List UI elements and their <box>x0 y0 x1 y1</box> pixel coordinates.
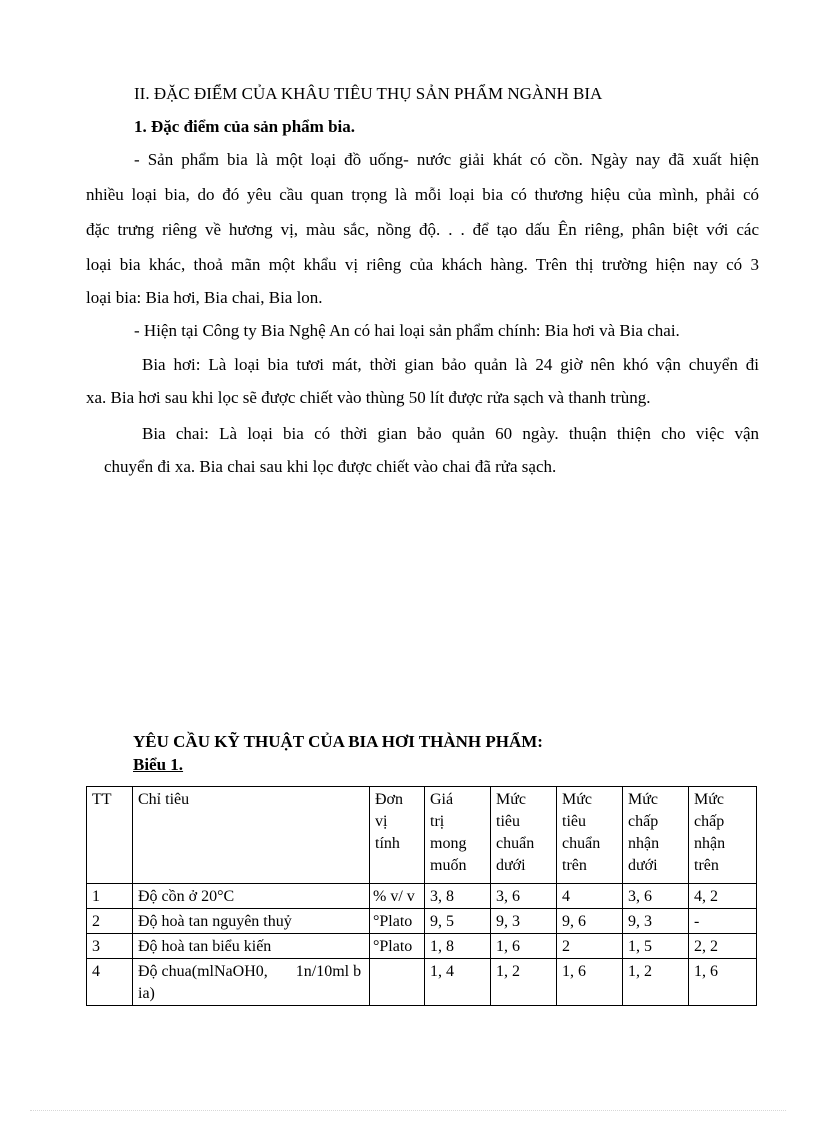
header-cell-chap-nhan-tren: Mức chấp nhận trên <box>689 787 757 884</box>
header-cell-don-vi: Đơn vị tính <box>370 787 425 884</box>
table-cell: 1 <box>87 884 133 909</box>
header-cell-tt: TT <box>87 787 133 884</box>
table-cell: °Plato <box>370 909 425 934</box>
table-cell: 4 <box>87 959 133 1006</box>
table-cell: 3 <box>87 934 133 959</box>
table-cell: 9, 3 <box>491 909 557 934</box>
table-row <box>87 909 757 934</box>
subsection-heading: 1. Đặc điểm của sản phẩm bia. <box>134 117 356 136</box>
table-row <box>87 934 757 959</box>
table-cell: 9, 5 <box>425 909 491 934</box>
table-title: YÊU CẦU KỸ THUẬT CỦA BIA HƠI THÀNH PHẨM: <box>133 732 543 751</box>
table-cell: 1, 2 <box>623 959 689 1006</box>
table-cell: 2 <box>557 934 623 959</box>
paragraph-line: xa. Bia hơi sau khi lọc sẽ được chiết vào thùng 50 lít được rửa sạch và thanh trùng. <box>86 388 651 407</box>
table-cell <box>370 959 425 1006</box>
table-cell: 1, 8 <box>425 934 491 959</box>
table-cell: Độ hoà tan biểu kiến <box>133 934 370 959</box>
table-cell: 4, 2 <box>689 884 757 909</box>
table-cell: 3, 6 <box>491 884 557 909</box>
paragraph-line: đặc trưng riêng về hương vị, màu sắc, nồng độ. . . để tạo dấu Ên riêng, phân biệt với các <box>86 220 759 239</box>
table-cell: Độ chua(mlNaOH0, 1n/10ml bia) <box>133 959 370 1006</box>
header-cell-chap-nhan-duoi: Mức chấp nhận dưới <box>623 787 689 884</box>
header-cell-chi-tieu: Chỉ tiêu <box>133 787 370 884</box>
paragraph-line: Bia hơi: Là loại bia tươi mát, thời gian bảo quản là 24 giờ nên khó vận chuyển đi <box>142 355 759 374</box>
table-cell: 9, 6 <box>557 909 623 934</box>
table-cell: 1, 6 <box>689 959 757 1006</box>
table-row <box>87 959 757 1006</box>
table-cell: % v/ v <box>370 884 425 909</box>
table-cell: 4 <box>557 884 623 909</box>
table-cell: 1, 2 <box>491 959 557 1006</box>
table-cell: 9, 3 <box>623 909 689 934</box>
header-cell-tieu-chuan-tren: Mức tiêu chuẩn trên <box>557 787 623 884</box>
table-row <box>87 884 757 909</box>
table-cell: 1, 5 <box>623 934 689 959</box>
table-cell: 1, 4 <box>425 959 491 1006</box>
paragraph-line: Bia chai: Là loại bia có thời gian bảo quản 60 ngày. thuận thiện cho việc vận <box>142 424 759 443</box>
header-cell-gia-tri: Giá trị mong muốn <box>425 787 491 884</box>
section-heading: II. ĐẶC ĐIỂM CỦA KHÂU TIÊU THỤ SẢN PHẨM NGÀNH BIA <box>134 84 603 103</box>
paragraph-line: nhiều loại bia, do đó yêu cầu quan trọng là mỗi loại bia có thương hiệu của mình, phải có <box>86 185 759 204</box>
header-cell-tieu-chuan-duoi: Mức tiêu chuẩn dưới <box>491 787 557 884</box>
paragraph-line: - Hiện tại Công ty Bia Nghệ An có hai loại sản phẩm chính: Bia hơi và Bia chai. <box>134 321 680 340</box>
paragraph-line: loại bia: Bia hơi, Bia chai, Bia lon. <box>86 288 323 307</box>
table-cell: 1, 6 <box>491 934 557 959</box>
table-cell: 2 <box>87 909 133 934</box>
table-cell: 2, 2 <box>689 934 757 959</box>
page-bottom-divider <box>30 1110 786 1111</box>
paragraph-line: loại bia khác, thoả mãn một khẩu vị riêng của khách hàng. Trên thị trường hiện nay có 3 <box>86 255 759 274</box>
table-cell: 3, 6 <box>623 884 689 909</box>
table-cell: Độ hoà tan nguyên thuỷ <box>133 909 370 934</box>
table-cell: Độ cồn ở 20°C <box>133 884 370 909</box>
spec-table <box>86 786 757 1006</box>
table-cell: 1, 6 <box>557 959 623 1006</box>
table-label: Biểu 1. <box>133 755 184 774</box>
table-cell: 3, 8 <box>425 884 491 909</box>
paragraph-line: - Sản phẩm bia là một loại đồ uống- nước giải khát có cồn. Ngày nay đã xuất hiện <box>134 150 759 169</box>
table-cell: °Plato <box>370 934 425 959</box>
table-header-row <box>87 787 757 884</box>
paragraph-line: chuyển đi xa. Bia chai sau khi lọc được chiết vào chai đã rửa sạch. <box>104 457 557 476</box>
table-cell: - <box>689 909 757 934</box>
